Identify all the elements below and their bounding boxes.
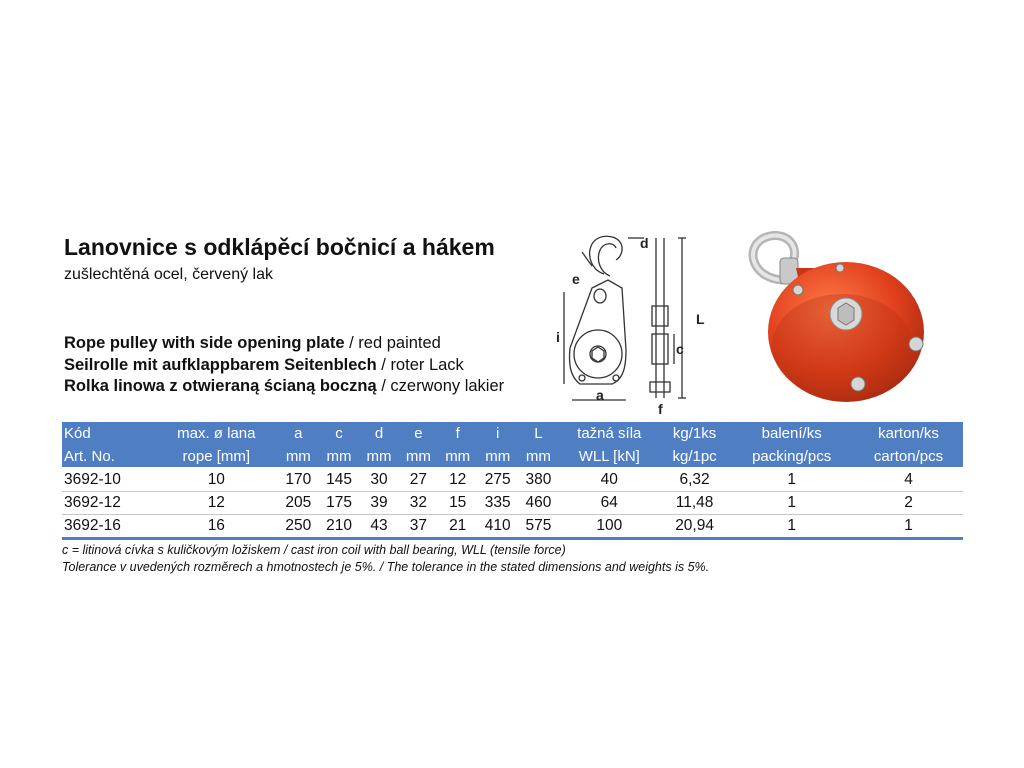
- header-cell: a: [278, 422, 319, 445]
- header-cell: c: [319, 422, 360, 445]
- table-cell: 6,32: [660, 468, 730, 492]
- table-cell: 12: [155, 492, 278, 515]
- table-cell: 100: [559, 515, 660, 539]
- translation-en-finish: / red painted: [344, 334, 441, 352]
- subheader-cell: mm: [359, 445, 398, 468]
- table-cell: 32: [399, 492, 438, 515]
- header-cell: karton/ks: [854, 422, 963, 445]
- dim-label-a: a: [596, 387, 604, 403]
- table-cell: 335: [477, 492, 518, 515]
- dim-label-e: e: [572, 271, 580, 287]
- table-cell: 27: [399, 468, 438, 492]
- footnote-coil: c = litinová cívka s kuličkovým ložiskem / cast iron coil with ball bearing, WLL (tensile force): [62, 543, 566, 557]
- header-cell: Kód: [62, 422, 155, 445]
- subheader-cell: mm: [319, 445, 360, 468]
- header-cell: tažná síla: [559, 422, 660, 445]
- table-row: [62, 515, 963, 539]
- spec-table: [62, 422, 963, 540]
- table-row: [62, 492, 963, 515]
- table-cell: 575: [518, 515, 559, 539]
- table-cell: 3692-12: [62, 492, 155, 515]
- table-cell: 4: [854, 468, 963, 492]
- subheader-cell: Art. No.: [62, 445, 155, 468]
- table-cell: 3692-10: [62, 468, 155, 492]
- table-cell: 1: [729, 468, 854, 492]
- translation-de-finish: / roter Lack: [376, 355, 464, 374]
- translation-de-name: Seilrolle mit aufklappbarem Seitenblech: [64, 355, 377, 374]
- dim-label-c: c: [676, 341, 684, 357]
- subheader-cell: mm: [399, 445, 438, 468]
- table-cell: 210: [319, 515, 360, 539]
- table-cell: 460: [518, 492, 559, 515]
- subheader-cell: mm: [438, 445, 477, 468]
- table-cell: 3692-16: [62, 515, 155, 539]
- translation-pl: [64, 376, 504, 398]
- table-cell: 250: [278, 515, 319, 539]
- header-cell: d: [359, 422, 398, 445]
- table-cell: 39: [359, 492, 398, 515]
- header-cell: e: [399, 422, 438, 445]
- subheader-cell: WLL [kN]: [559, 445, 660, 468]
- table-cell: 145: [319, 468, 360, 492]
- page-title: Lanovnice s odklápěcí bočnicí a hákem: [64, 234, 495, 260]
- subheader-cell: mm: [278, 445, 319, 468]
- footnotes: [62, 542, 709, 576]
- table-cell: 15: [438, 492, 477, 515]
- translation-pl-finish: / czerwony lakier: [376, 377, 505, 395]
- table-cell: 275: [477, 468, 518, 492]
- table-cell: 16: [155, 515, 278, 539]
- pulley-technical-drawing-icon: [552, 230, 728, 416]
- table-subheader-row: [62, 445, 963, 468]
- table-cell: 30: [359, 468, 398, 492]
- table-cell: 21: [438, 515, 477, 539]
- translation-pl-name: Rolka linowa z otwieraną ścianą boczną: [64, 377, 377, 395]
- table-cell: 205: [278, 492, 319, 515]
- header-cell: L: [518, 422, 559, 445]
- table-cell: 175: [319, 492, 360, 515]
- table-header-row: [62, 422, 963, 445]
- translation-de: [64, 355, 504, 377]
- footnote-tolerance: Tolerance v uvedených rozměrech a hmotnostech je 5%. / The tolerance in the stated dimensions and weights is 5%.: [62, 560, 710, 574]
- table-cell: 64: [559, 492, 660, 515]
- header-cell: f: [438, 422, 477, 445]
- table-cell: 2: [854, 492, 963, 515]
- header-cell: kg/1ks: [660, 422, 730, 445]
- red-snatch-block-pulley-photo-icon: [738, 228, 938, 418]
- subheader-cell: mm: [518, 445, 559, 468]
- table-cell: 11,48: [660, 492, 730, 515]
- translation-en: [64, 333, 504, 355]
- table-cell: 410: [477, 515, 518, 539]
- dim-label-f: f: [658, 401, 663, 416]
- subheader-cell: mm: [477, 445, 518, 468]
- table-cell: 380: [518, 468, 559, 492]
- dim-label-d: d: [640, 235, 649, 251]
- table-row: [62, 468, 963, 492]
- table-cell: 1: [854, 515, 963, 539]
- translation-en-name: Rope pulley with side opening plate: [64, 334, 345, 352]
- subheader-cell: kg/1pc: [660, 445, 730, 468]
- translations: [64, 333, 504, 398]
- header-cell: i: [477, 422, 518, 445]
- header-cell: balení/ks: [729, 422, 854, 445]
- subtitle: zušlechtěná ocel, červený lak: [64, 266, 273, 283]
- subheader-cell: packing/pcs: [729, 445, 854, 468]
- table-cell: 40: [559, 468, 660, 492]
- table-cell: 1: [729, 492, 854, 515]
- table-cell: 20,94: [660, 515, 730, 539]
- table-cell: 1: [729, 515, 854, 539]
- dim-label-L: L: [696, 311, 705, 327]
- subheader-cell: rope [mm]: [155, 445, 278, 468]
- table-cell: 12: [438, 468, 477, 492]
- table-cell: 37: [399, 515, 438, 539]
- table-cell: 10: [155, 468, 278, 492]
- dim-label-i: i: [556, 329, 560, 345]
- header-cell: max. ø lana: [155, 422, 278, 445]
- subheader-cell: carton/pcs: [854, 445, 963, 468]
- table-cell: 170: [278, 468, 319, 492]
- table-cell: 43: [359, 515, 398, 539]
